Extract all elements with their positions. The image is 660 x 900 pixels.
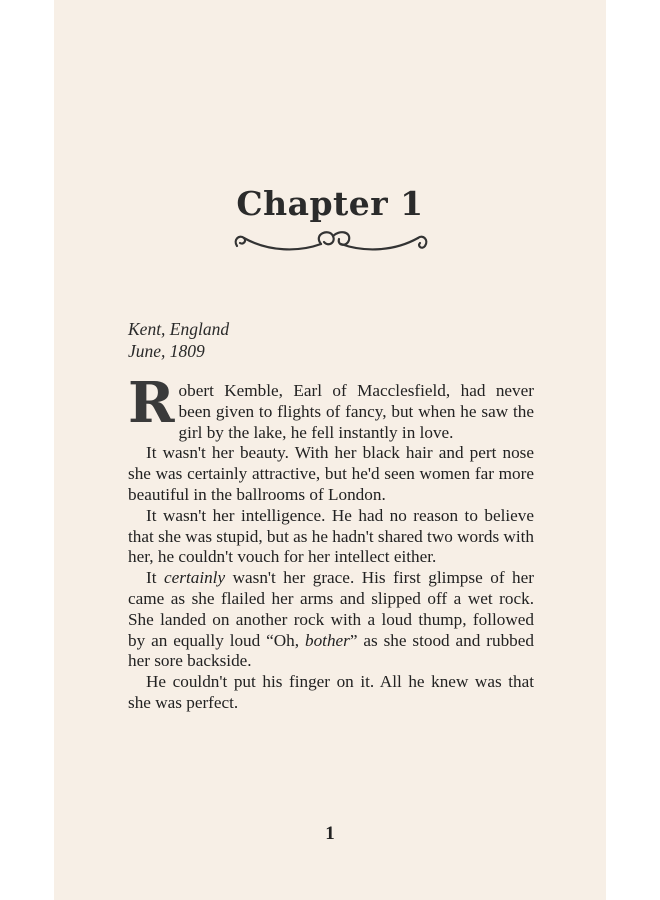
paragraph-text: ” as she stood and rubbed her sore backside.: [128, 630, 534, 671]
paragraph: [128, 568, 534, 672]
paragraph: He couldn't put his finger on it. All he knew was that she was perfect.: [128, 672, 534, 712]
chapter-title: Chapter 1: [236, 184, 424, 223]
chapter-body: [128, 370, 534, 714]
emphasis-text: bother: [304, 630, 350, 650]
paragraph: It wasn't her beauty. With her black hair and pert nose she was certainly attractive, but he'd seen women far more beautiful in the ballrooms of London.: [128, 443, 534, 504]
emphasis-text: certainly: [164, 568, 226, 588]
page-number: 1: [325, 823, 335, 844]
paragraph: [128, 370, 534, 443]
dateline-place: Kent, England: [128, 319, 230, 339]
paragraph: It wasn't her intelligence. He had no reason to believe that she was stupid, but as he hadn't shared two words with her, he couldn't vouch for her intellect either.: [128, 505, 534, 567]
flourish-ornament-icon: [229, 226, 433, 256]
dateline: [128, 318, 229, 362]
paragraph-text: It: [146, 568, 164, 588]
paragraph-text: obert Kemble, Earl of Macclesfield, had never been given to flights of fancy, but when he saw the girl by the lake, he fell instantly in love.: [178, 381, 534, 442]
book-page: [54, 0, 606, 900]
paragraph-text: wasn't her grace. His first glimpse of her came as she flailed her arms and slipped off a wet rock. She landed on another rock with a loud thump, followed by an equally loud “Oh,: [128, 568, 534, 650]
dateline-date: June, 1809: [128, 341, 205, 361]
drop-cap: R: [128, 370, 175, 436]
